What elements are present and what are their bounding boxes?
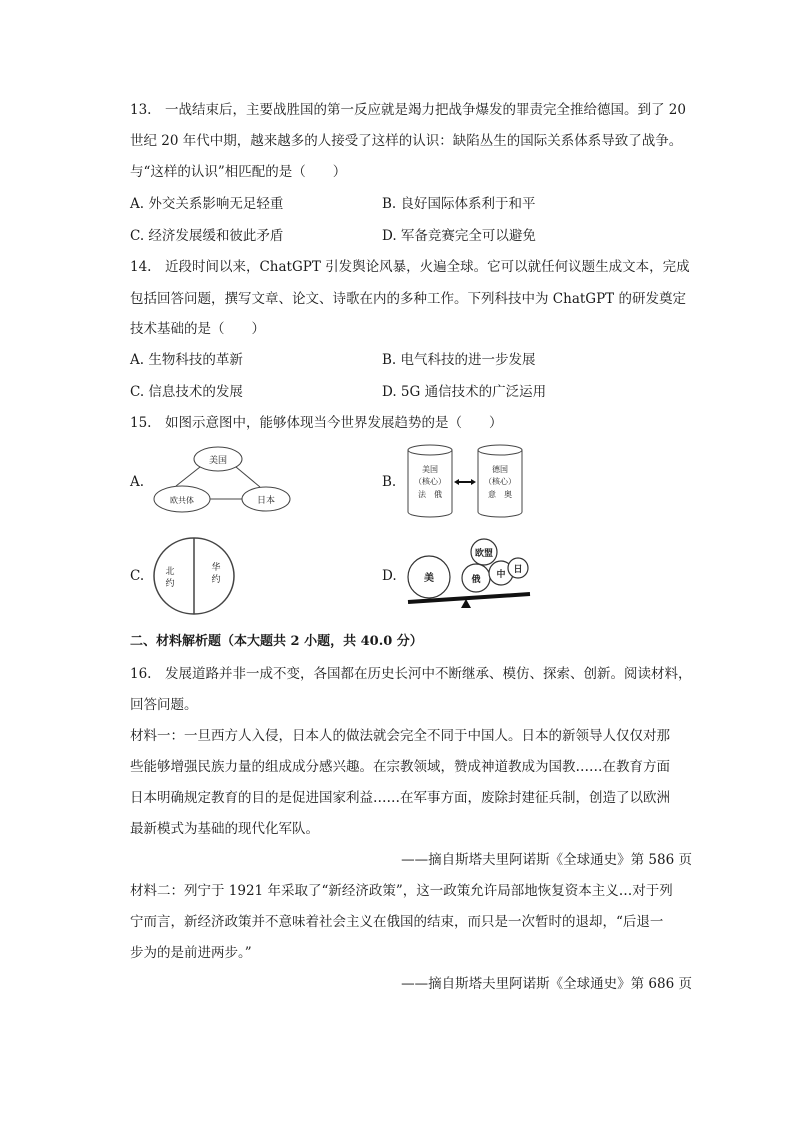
- fig-a-usa-label: 美国: [208, 456, 228, 466]
- fig-c-right-char2: 约: [211, 575, 221, 585]
- q15-label-d: D.: [382, 568, 397, 584]
- fig-a-ec-label: 欧共体: [170, 496, 194, 505]
- q16-material1-line2: 些能够增强民族力量的组成成分感兴趣。在宗教领域，赞成神道教成为国教……在教育方面: [130, 759, 670, 775]
- q16-stem-line2: 回答问题。: [130, 697, 198, 713]
- q15-figure-b: [400, 442, 530, 522]
- fig-a-japan-label: 日本: [256, 496, 276, 506]
- section-2-heading: 二、材料解析题（本大题共 2 小题，共 40.0 分）: [130, 634, 423, 649]
- q13-option-a: A. 外交关系影响无足轻重: [130, 196, 284, 212]
- fig-b-right-line1: 德国: [492, 465, 508, 474]
- fig-b-right-line3: 意 奥: [488, 490, 512, 499]
- q13-stem-line2: 世纪 20 年代中期，越来越多的人接受了这样的认识：缺陷丛生的国际关系体系导致了战争。: [130, 133, 683, 149]
- fig-c-left-char1: 北: [165, 567, 175, 577]
- q15-figure-a: [148, 445, 298, 520]
- fig-b-right-line2: （核心）: [484, 477, 516, 486]
- fig-d-japan-label: 日: [513, 565, 523, 575]
- fig-c-left-char2: 约: [165, 579, 175, 589]
- fig-b-right-top: [478, 445, 522, 455]
- q16-material1-source: ——摘自斯塔夫里阿诺斯《全球通史》第 586 页: [401, 852, 692, 868]
- q14-option-c: C. 信息技术的发展: [130, 384, 243, 400]
- q13-stem-line1: 13. 一战结束后，主要战胜国的第一反应就是竭力把战争爆发的罪责完全推给德国。到了 20: [130, 102, 686, 118]
- q13-option-c: C. 经济发展缓和彼此矛盾: [130, 228, 284, 244]
- fig-d-eu-label: 欧盟: [474, 549, 494, 559]
- fig-b-left-line3: 法 俄: [418, 490, 442, 499]
- q14-stem-line2: 包括回答问题，撰写文章、论文、诗歌在内的多种工作。下列科技中为 ChatGPT 的研发奠定: [130, 291, 686, 307]
- q16-material2-line1: 材料二：列宁于 1921 年采取了“新经济政策”，这一政策允许局部地恢复资本主义…对于列: [130, 883, 673, 899]
- q15-figure-d: [402, 536, 542, 616]
- fig-b-left-line2: （核心）: [414, 477, 446, 486]
- q16-material1-line3: 日本明确规定教育的目的是促进国家利益……在军事方面，废除封建征兵制，创造了以欧洲: [130, 790, 670, 806]
- fig-b-left-top: [408, 445, 452, 455]
- fig-d-usa-label: 美: [424, 573, 434, 584]
- q16-stem-line1: 16. 发展道路并非一成不变，各国都在历史长河中不断继承、模仿、探索、创新。阅读材料，: [130, 666, 692, 682]
- q16-material2-source: ——摘自斯塔夫里阿诺斯《全球通史》第 686 页: [401, 976, 692, 992]
- q14-stem-line3: 技术基础的是（ ）: [130, 321, 265, 337]
- q15-label-a: A.: [130, 474, 145, 490]
- q16-material2-line2: 宁而言，新经济政策并不意味着社会主义在俄国的结束，而只是一次暂时的退却，“后退一: [130, 914, 664, 930]
- q16-material2-line3: 步为的是前进两步。”: [130, 945, 252, 961]
- q15-figure-c: [150, 536, 240, 616]
- q14-option-b: B. 电气科技的进一步发展: [382, 352, 536, 368]
- q16-material1-line1: 材料一：一旦西方人入侵，日本人的做法就会完全不同于中国人。日本的新领导人仅仅对那: [130, 728, 670, 744]
- q14-option-a: A. 生物科技的革新: [130, 352, 243, 368]
- q14-stem-line1: 14. 近段时间以来，ChatGPT 引发舆论风暴，火遍全球。它可以就任何议题生成文本，完成: [130, 259, 690, 275]
- q15-stem: 15. 如图示意图中，能够体现当今世界发展趋势的是（ ）: [130, 415, 503, 431]
- q13-stem-line3: 与“这样的认识”相匹配的是（ ）: [130, 164, 347, 180]
- fig-d-china-label: 中: [496, 570, 506, 580]
- q15-label-c: C.: [130, 568, 145, 584]
- q13-option-b: B. 良好国际体系利于和平: [382, 196, 536, 212]
- fig-c-right-char1: 华: [211, 563, 221, 573]
- q15-label-b: B.: [382, 474, 397, 490]
- q16-material1-line4: 最新模式为基础的现代化军队。: [130, 821, 319, 837]
- q13-option-d: D. 军备竞赛完全可以避免: [382, 228, 536, 244]
- fig-d-russia-label: 俄: [471, 575, 481, 585]
- q14-option-d: D. 5G 通信技术的广泛运用: [382, 384, 547, 400]
- fig-b-left-line1: 美国: [422, 465, 438, 474]
